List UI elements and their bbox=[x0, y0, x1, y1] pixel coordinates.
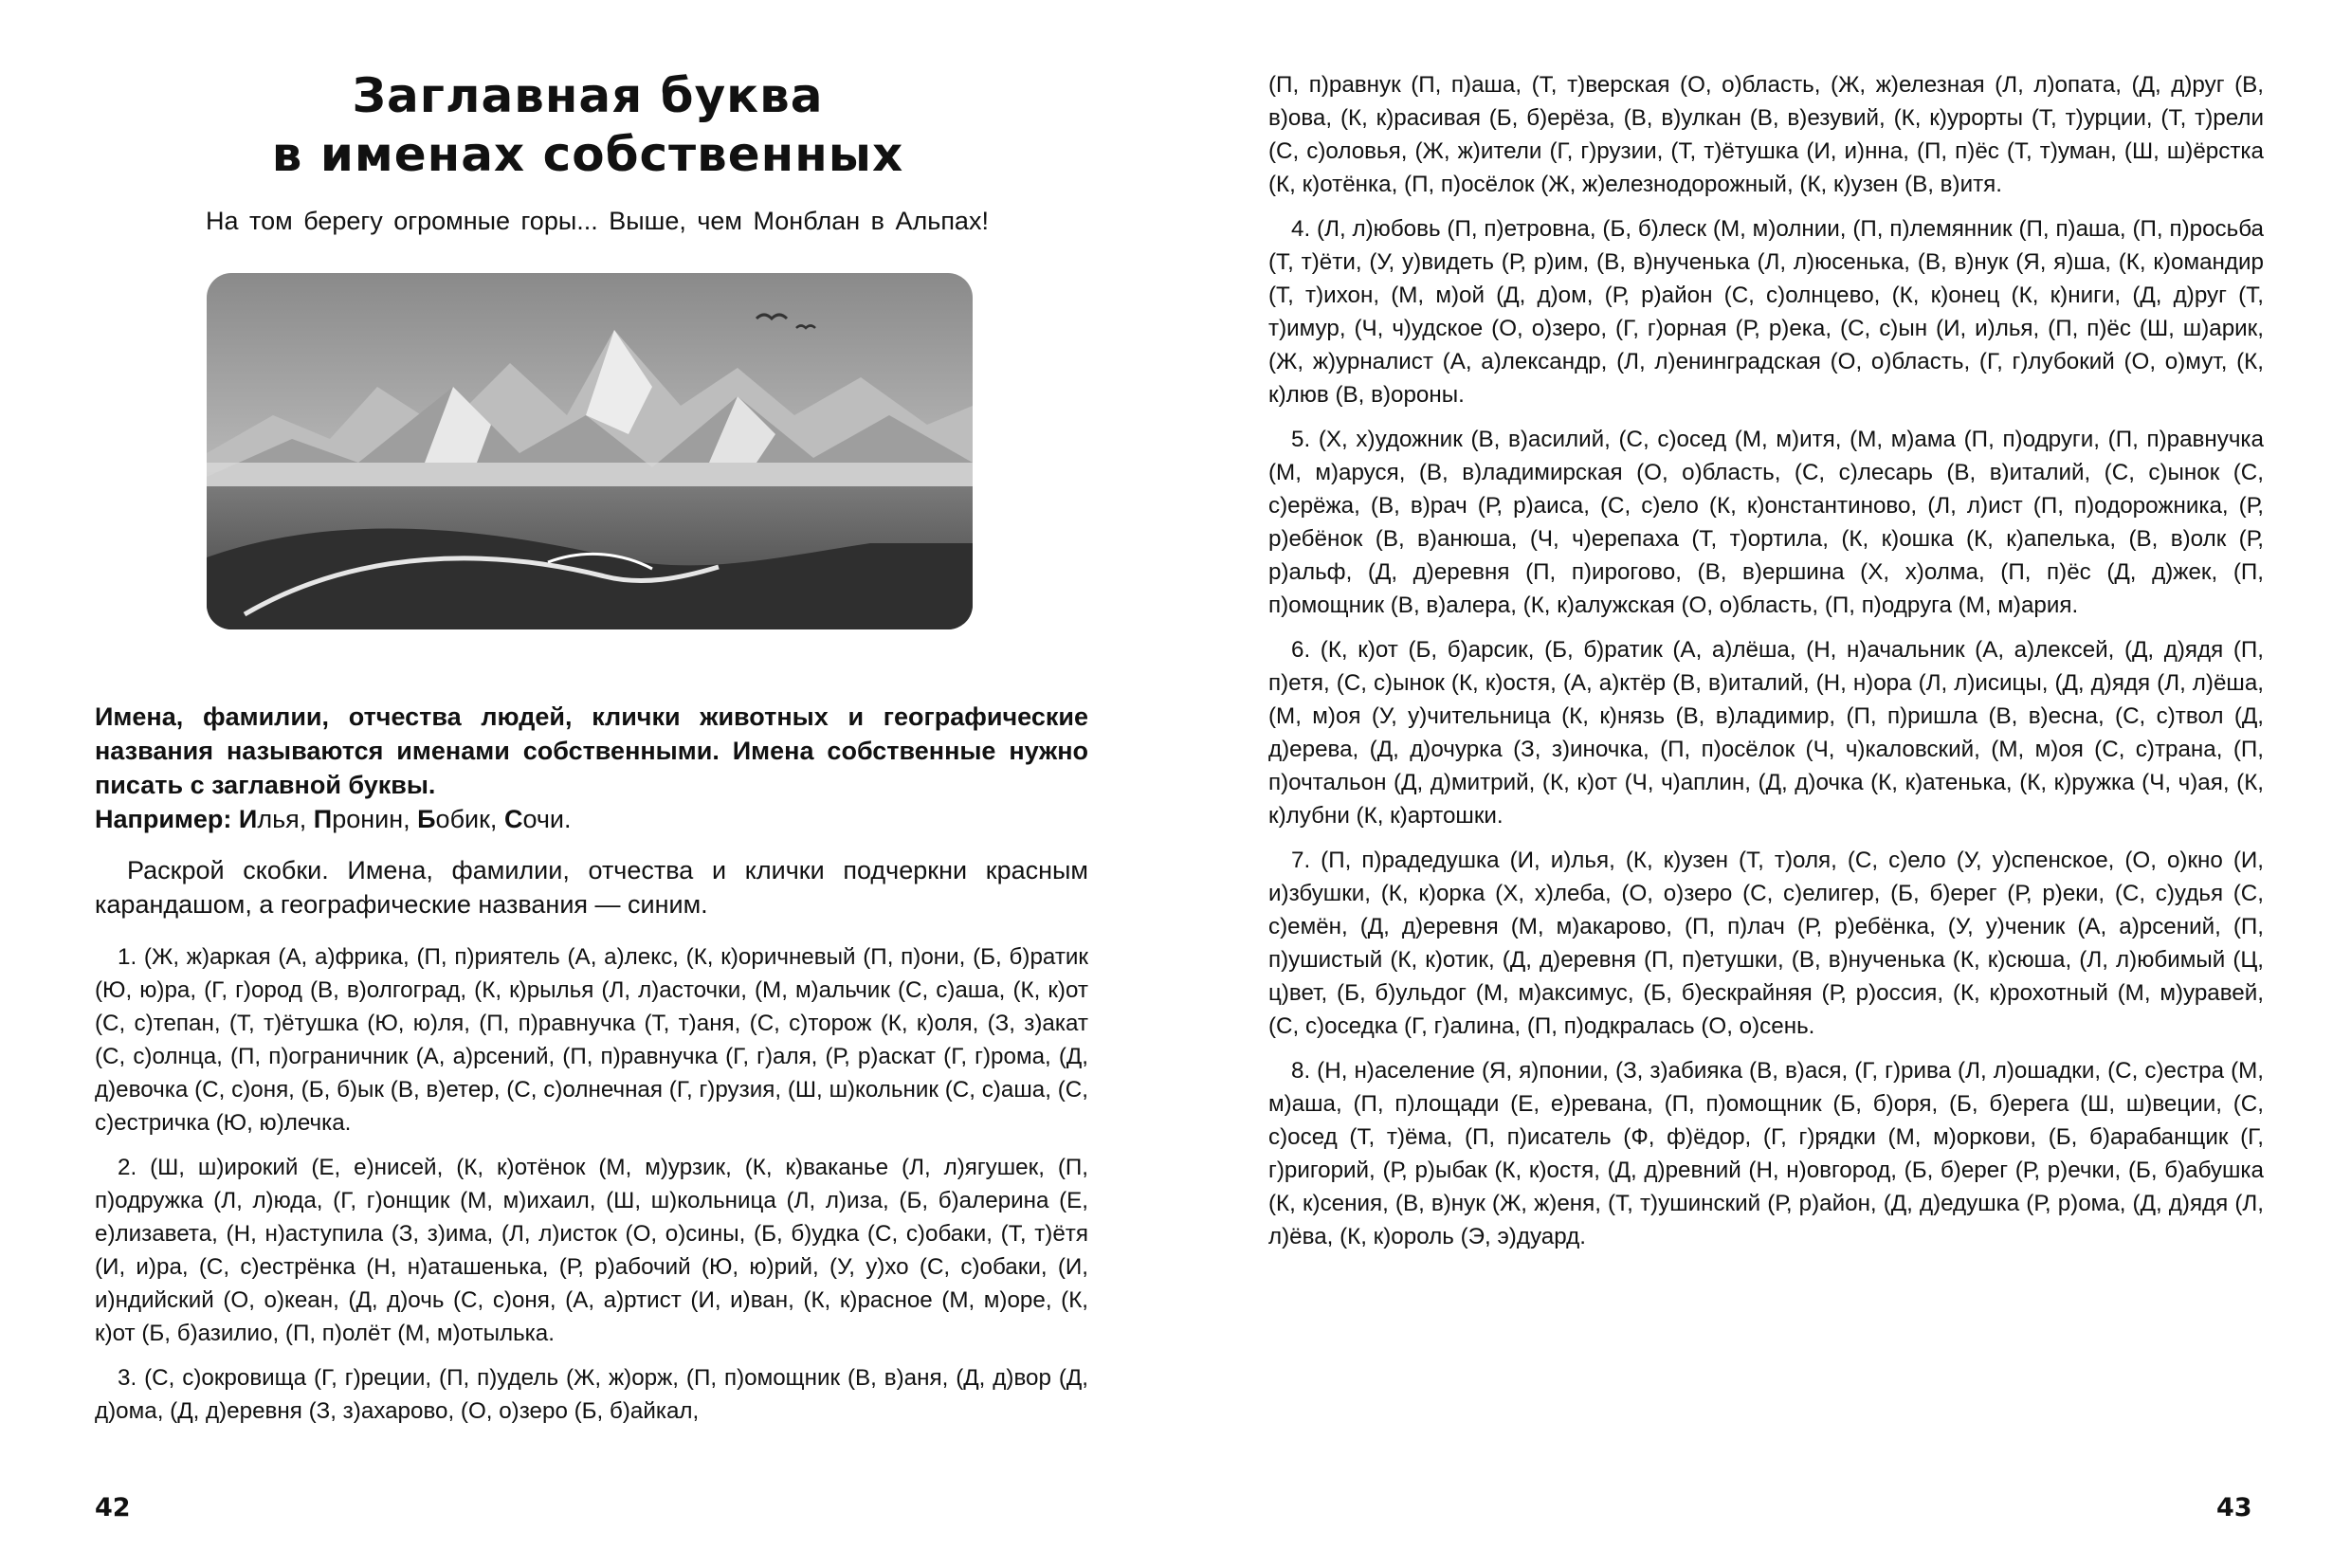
exercise-list-right bbox=[1268, 68, 2264, 1265]
exercise-5: 5. (Х, х)удожник (В, в)асилий, (С, с)осед (М, м)итя, (М, м)ама (П, п)одруги, (П, п)равнучка (М, м)аруся, (В, в)ладимирская (О, о)бласть, (С, с)лесарь (В, в)италий, (С, с)ынок (С, с)ерёжа, (В, в)рач (Р, р)аиса, (С, с)ело (К, к)онстантиново, (Л, л)ист (П, п)одорожника, (Р, р)ебёнок (В, в)анюша, (Ч, ч)ерепаха (Т, т)ортила, (К, к)ошка (К, к)апелька, (В, в)олк (Р, р)альф, (Д, д)еревня (П, п)ирогово, (В, в)ершина (Х, х)олма, (П, п)ёс (Д, д)жек, (П, п)омощник (В, в)алера, (К, к)алужская (О, о)бласть, (П, п)одруга (М, м)ария. bbox=[1268, 427, 2264, 618]
exercise-list-left bbox=[95, 940, 1088, 1439]
rule-examples: Илья, Пронин, Бобик, Сочи. bbox=[238, 805, 572, 833]
mountains-sea-illustration bbox=[207, 273, 973, 629]
example-label: Например: bbox=[95, 805, 232, 833]
page-number-right: 43 bbox=[2216, 1493, 2252, 1522]
exercise-7: 7. (П, п)радедушка (И, и)лья, (К, к)узен (Т, т)оля, (С, с)ело (У, у)спенское, (О, о)кно (И, и)збушки, (К, к)орка (Х, х)леба, (О, о)зеро (С, с)елигер, (Б, б)ерег (Р, р)еки, (С, с)удья (С, с)емён, (Д, д)еревня (М, м)акарово, (П, п)лач (Р, р)ебёнка, (У, у)ченик (А, а)рсений, (П, п)ушистый (К, к)отик, (Д, д)еревня (П, п)етушки, (В, в)нученька (К, к)сюша, (Л, л)юбимый (Ц, ц)вет, (Б, б)ульдог (М, м)аксимус, (Б, б)ескрайняя (Р, р)оссия, (К, к)рохотный (М, м)уравей, (С, с)оседка (Г, г)алина, (П, п)одкралась (О, о)сень. bbox=[1268, 848, 2264, 1039]
exercise-1: 1. (Ж, ж)аркая (А, а)фрика, (П, п)риятель (А, а)лекс, (К, к)оричневый (П, п)они, (Б, б)ратик (Ю, ю)ра, (Г, г)ород (В, в)олгоград, (К, к)рылья (Л, л)асточки, (М, м)альчик (С, с)аша, (К, к)от (С, с)тепан, (Т, т)ётушка (Ю, ю)ля, (П, п)равнучка (Т, т)аня, (С, с)торож (К, к)оля, (З, з)акат (С, с)олнца, (П, п)ограничник (А, а)рсений, (П, п)равнучка (Г, г)аля, (Р, р)аскат (Г, г)рома, (Д, д)евочка (С, с)оня, (Б, б)ык (В, в)етер, (С, с)олнечная (Г, г)рузия, (Ш, ш)кольник (С, с)аша, (С, с)естричка (Ю, ю)лечка. bbox=[95, 944, 1088, 1136]
page-number-left: 42 bbox=[95, 1493, 131, 1522]
exercise-6: 6. (К, к)от (Б, б)арсик, (Б, б)ратик (А, а)лёша, (Н, н)ачальник (А, а)лексей, (Д, д)ядя (П, п)етя, (С, с)ынок (К, к)остя, (А, а)ктёр (В, в)италий, (Н, н)ора (Л, л)исицы, (Д, д)ядя (Л, л)ёша, (М, м)оя (У, у)чительница (К, к)нязь (В, в)ладимир, (П, п)ришла (В, в)есна, (С, с)твол (Д, д)ерева, (Д, д)очурка (З, з)иночка, (П, п)осёлок (Ч, ч)каловский, (М, м)оя (С, с)трана, (П, п)очтальон (Д, д)митрий, (К, к)от (Ч, ч)аплин, (Д, д)очка (К, к)атенька, (К, к)ружка (Ч, ч)ая, (К, к)лубни (К, к)артошки. bbox=[1268, 637, 2264, 829]
exercise-3-continued: (П, п)равнук (П, п)аша, (Т, т)верская (О, о)бласть, (Ж, ж)елезная (Л, л)опата, (Д, д)руг (В, в)ова, (К, к)расивая (Б, б)ерёза, (В, в)улкан (В, в)езувий, (К, к)урорты (Т, т)урции, (Т, т)рели (С, с)оловья, (Ж, ж)ители (Г, г)рузии, (Т, т)ётушка (И, и)нна, (П, п)ёс (Т, т)уман, (Ш, ш)ёрстка (К, к)отёнка, (П, п)осёлок (Ж, ж)елезнодорожный, (К, к)узен (В, в)итя. bbox=[1268, 72, 2264, 197]
exercise-8: 8. (Н, н)аселение (Я, я)понии, (З, з)абияка (В, в)ася, (Г, г)рива (Л, л)ошадки, (С, с)естра (М, м)аша, (П, п)лощади (Е, е)ревана, (П, п)омощник (Б, б)оря, (Б, б)ерега (Ш, ш)веции, (С, с)осед (Т, т)ёма, (П, п)исатель (Ф, ф)ёдор, (Г, г)рядки (М, м)оркови, (Б, б)арабанщик (Г, г)ригорий, (Р, р)ыбак (К, к)остя, (Д, д)ревний (Н, н)овгород, (Б, б)ерег (Р, р)ечки, (Б, б)абушка (К, к)сения, (В, в)нук (Ж, ж)еня, (Т, т)ушинский (Р, р)айон, (Д, д)едушка (Р, р)ома, (Д, д)ядя (Л, л)ёва, (К, к)ороль (Э, э)дуард. bbox=[1268, 1058, 2264, 1249]
page-title bbox=[0, 66, 1176, 184]
exercise-2: 2. (Ш, ш)ирокий (Е, е)нисей, (К, к)отёнок (М, м)урзик, (К, к)ваканье (Л, л)ягушек, (П, п)одружка (Л, л)юда, (Г, г)онщик (М, м)ихаил, (Ш, ш)кольница (Л, л)иза, (Б, б)алерина (Е, е)лизавета, (Н, н)аступила (З, з)има, (Л, л)исток (О, о)сины, (Б, б)удка (С, с)обаки, (Т, т)ётя (И, и)ра, (С, с)естрёнка (Н, н)аташенька, (Р, р)абочий (Ю, ю)рий, (У, у)хо (С, с)обаки, (И, и)ндийский (О, о)кеан, (Д, д)очь (С, с)оня, (А, а)ртист (И, и)ван, (К, к)расное (М, м)оре, (К, к)от (Б, б)азилио, (П, п)олёт (М, м)отылька. bbox=[95, 1155, 1088, 1346]
title-line-2: в именах собственных bbox=[271, 127, 904, 182]
rule-text: Имена, фамилии, отчества людей, клички животных и географические названия называются именами собственными. Имена собственные нужно писать с заглавной буквы. bbox=[95, 702, 1088, 799]
task-text: Раскрой скобки. Имена, фамилии, отчества и клички подчеркни красным карандашом, а географические названия — синим. bbox=[95, 856, 1088, 919]
title-line-1: Заглавная буква bbox=[352, 68, 824, 123]
exercise-3: 3. (С, с)окровища (Г, г)реции, (П, п)удель (Ж, ж)орж, (П, п)омощник (В, в)аня, (Д, д)вор (Д, д)ома, (Д, д)еревня (З, з)ахарово, (О, о)зеро (Б, б)айкал, bbox=[95, 1365, 1088, 1424]
right-page bbox=[1176, 0, 2351, 1568]
rule-box bbox=[95, 700, 1088, 836]
epigraph: На том берегу огромные горы... Выше, чем Монблан в Альпах! bbox=[206, 207, 989, 235]
exercise-4: 4. (Л, л)юбовь (П, п)етровна, (Б, б)леск (М, м)олнии, (П, п)лемянник (П, п)аша, (П, п)росьба (Т, т)ёти, (У, у)видеть (Р, р)им, (В, в)нученька (Л, л)юсенька, (В, в)нук (Я, я)ша, (К, к)омандир (Т, т)ихон, (М, м)ой (Д, д)ом, (Р, р)айон (С, с)олнцево, (К, к)онец (К, к)ниги, (Д, д)руг (Т, т)имур, (Ч, ч)удское (О, о)зеро, (Г, г)орная (Р, р)ека, (С, с)ын (И, и)лья, (П, п)ёс (Ш, ш)арик, (Ж, ж)урналист (А, а)лександр, (Л, л)енинградская (О, о)бласть, (Г, г)лубокий (О, о)мут, (К, к)люв (В, в)ороны. bbox=[1268, 216, 2264, 408]
task-instructions bbox=[95, 853, 1088, 921]
